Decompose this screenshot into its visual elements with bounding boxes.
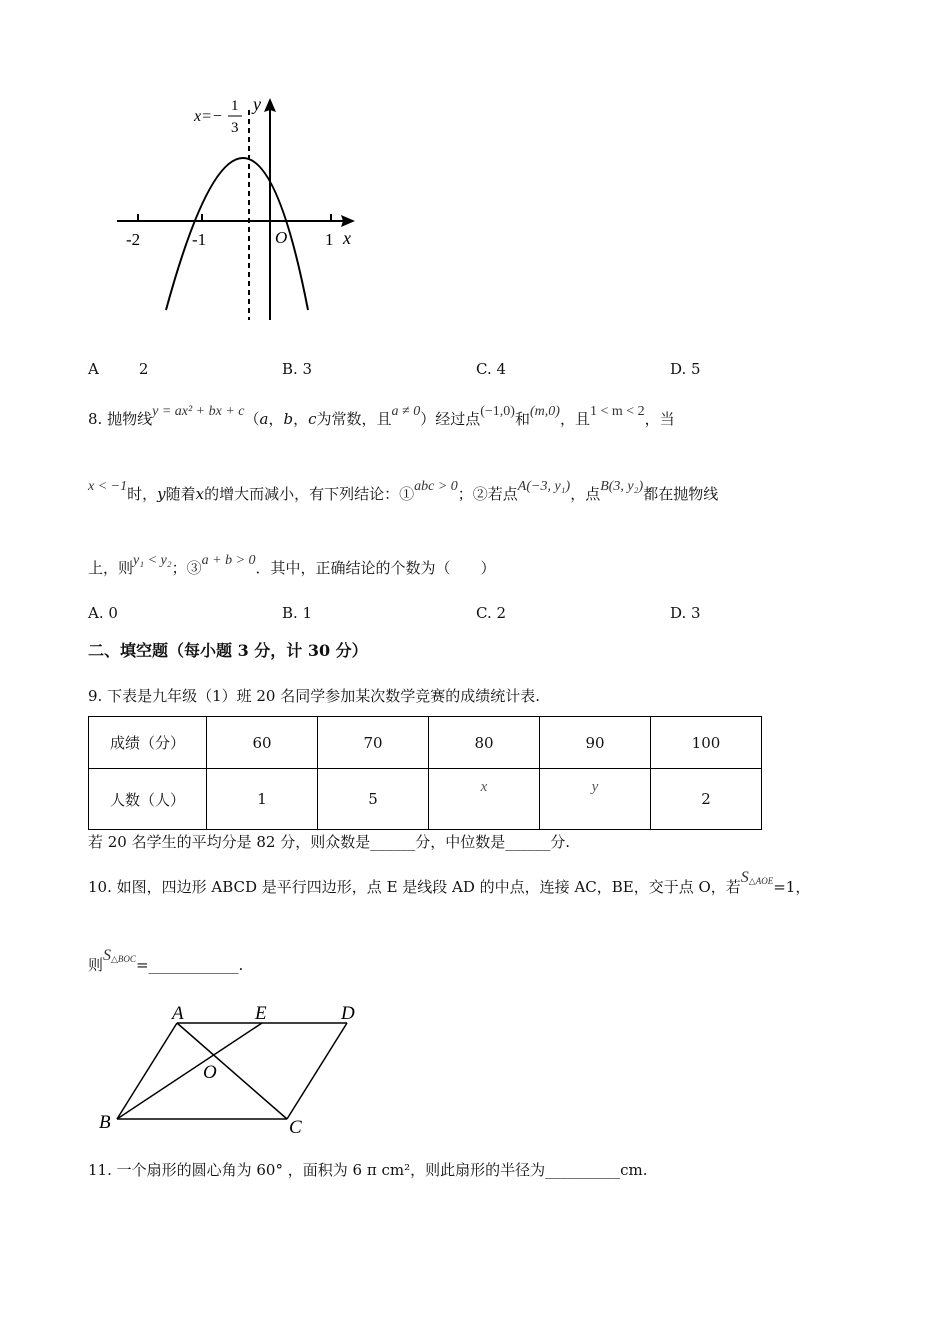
section-heading: 二、填空题（每小题 3 分，计 30 分） (88, 641, 368, 660)
origin-label: O (275, 228, 288, 247)
q8-condition-x: x < −1 (88, 479, 128, 494)
q7-choice-a (88, 360, 148, 378)
q9-text: 9. 下表是九年级（1）班 20 名同学参加某次数学竞赛的成绩统计表. (88, 687, 541, 705)
label-o: O (203, 1062, 217, 1083)
table-cell: 1 (207, 769, 318, 830)
table-cell: 2 (651, 769, 762, 830)
q8-text: ；②若点 (457, 485, 518, 503)
q8-conclusion-3: a + b > 0 (201, 553, 256, 568)
q8-condition-a: a ≠ 0 (391, 404, 421, 419)
q10-text: 10. 如图，四边形 ABCD 是平行四边形，点 E 是线段 AD 的中点，连接 AC，BE，交于点 O，若 (88, 878, 741, 896)
q10-area-sub: △BOC (111, 954, 136, 964)
q8-point-b: B(3, y₂) (600, 479, 644, 494)
q8-number: 8. (88, 410, 103, 428)
x-axis-label: x (343, 228, 351, 248)
q8-point-a: A(−3, y₁) (517, 479, 571, 494)
tick-label-neg2: -2 (126, 230, 141, 249)
symmetry-label-den: 3 (231, 120, 239, 136)
y-axis-arrow-icon (264, 98, 276, 112)
table-cell: x (429, 769, 540, 830)
table-row (89, 717, 762, 769)
q7-choice-d: D. 5 (670, 360, 701, 378)
q8-text: 随着 (165, 485, 196, 503)
q10-line-1 (88, 869, 811, 897)
q8-var-c: c (308, 410, 317, 428)
side-dc (287, 1023, 347, 1119)
q8-text: ；③ (171, 559, 202, 577)
q8-text: 为常数，且 (316, 410, 392, 428)
q8-equation: y = ax² + bx + c (152, 404, 245, 419)
label-e: E (255, 1003, 267, 1024)
q10-answer-blank: =____________. (135, 956, 244, 974)
q7-choice-a-value: 2 (138, 360, 149, 378)
q8-choice-d: D. 3 (670, 604, 701, 622)
q8-conclusion-1: abc > 0 (414, 479, 458, 494)
parallelogram-figure (95, 1000, 375, 1140)
table-cell: 80 (429, 717, 540, 769)
segment-ac (177, 1023, 287, 1119)
table-cell: 成绩（分） (89, 717, 207, 769)
q10-area-sub: △AOE (748, 876, 774, 886)
q8-text: ）经过点 (420, 410, 481, 428)
segment-be (117, 1023, 262, 1119)
label-a: A (172, 1003, 184, 1024)
side-ab (117, 1023, 177, 1119)
q8-var-x: x (195, 485, 205, 503)
q8-text: ， (293, 410, 309, 428)
table-cell: 5 (318, 769, 429, 830)
q8-line-1 (88, 404, 675, 429)
q8-text: ，点 (570, 485, 601, 503)
q8-text: （ (244, 410, 260, 428)
q11-text: 11. 一个扇形的圆心角为 60° ，面积为 6 π cm²，则此扇形的半径为__________cm. (88, 1161, 648, 1179)
q10-area-symbol: S (103, 947, 112, 964)
label-c: C (289, 1117, 302, 1138)
table-cell: 90 (540, 717, 651, 769)
q8-choice-b: B. 1 (282, 604, 313, 622)
q8-choice-a: A. 0 (88, 604, 118, 622)
q10-area-value: =1， (773, 878, 811, 896)
q8-text: ，当 (644, 410, 675, 428)
x-axis-arrow-icon (341, 215, 355, 227)
table-cell: 60 (207, 717, 318, 769)
q8-text: 和 (514, 410, 530, 428)
q8-text: 上，则 (88, 559, 134, 577)
q8-line-2 (88, 479, 719, 504)
q7-choice-b: B. 3 (282, 360, 313, 378)
table-cell: 人数（人） (89, 769, 207, 830)
q8-range-m: 1 < m < 2 (589, 404, 645, 419)
table-cell: 100 (651, 717, 762, 769)
q8-var-a: a (259, 410, 269, 428)
q8-text: 时， (127, 485, 158, 503)
y-axis-label: y (253, 94, 261, 114)
q8-var-b: b (283, 410, 294, 428)
q8-point-1: (−1,0) (480, 404, 515, 419)
q10-area-symbol: S (740, 869, 749, 886)
q9-after-text: 若 20 名学生的平均分是 82 分，则众数是______分，中位数是______分. (88, 833, 571, 851)
symmetry-label-prefix: x=− (194, 108, 223, 125)
label-b: B (99, 1112, 111, 1133)
q8-text: ， (268, 410, 284, 428)
q8-text: ．其中，正确结论的个数为（ ） (255, 559, 496, 577)
q10-text: 则 (88, 956, 104, 974)
q8-conclusion-2: y₁ < y₂ (133, 553, 172, 568)
q8-text: 的增大而减小，有下列结论：① (204, 485, 415, 503)
q8-var-y: y (157, 485, 166, 503)
q8-point-2: (m,0) (530, 404, 560, 419)
table-cell: 70 (318, 717, 429, 769)
q10-line-2 (88, 947, 244, 975)
score-table (88, 716, 762, 830)
q7-choice-a-letter: A (88, 360, 99, 378)
q8-text: 抛物线 (107, 410, 153, 428)
q8-text: ，且 (559, 410, 590, 428)
q7-choice-c: C. 4 (476, 360, 507, 378)
q8-choice-c: C. 2 (476, 604, 507, 622)
symmetry-label-num: 1 (231, 98, 239, 114)
table-row (89, 769, 762, 830)
tick-label-1: 1 (325, 230, 334, 249)
parabola-graph (100, 88, 370, 338)
table-cell: y (540, 769, 651, 830)
label-d: D (341, 1003, 355, 1024)
q8-line-3 (88, 553, 496, 578)
tick-label-neg1: -1 (192, 230, 207, 249)
q8-text: 都在抛物线 (643, 485, 719, 503)
